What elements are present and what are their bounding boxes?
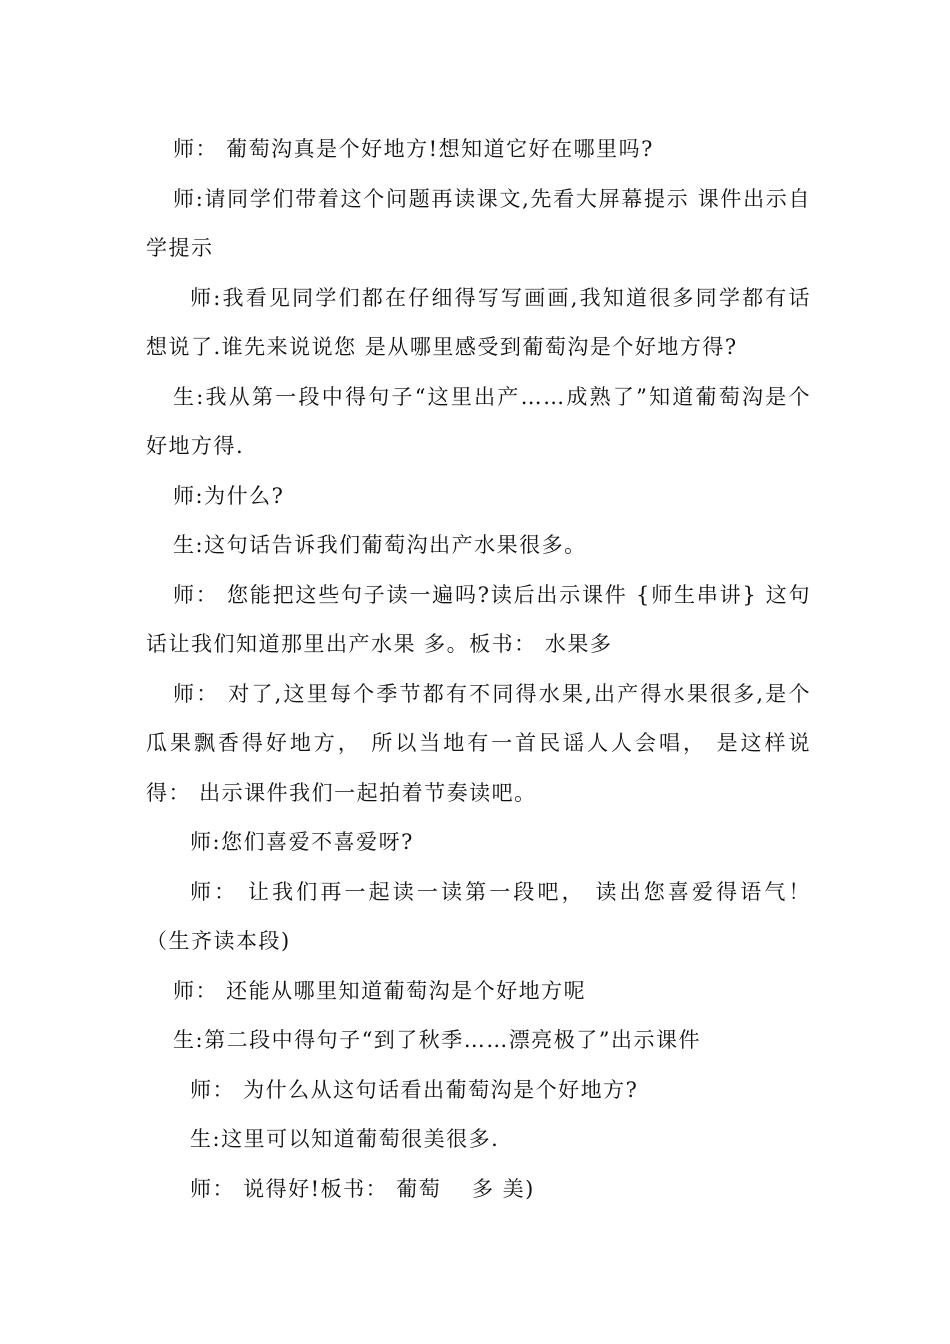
paragraph-1: 师： 葡萄沟真是个好地方!想知道它好在哪里吗? <box>173 137 654 161</box>
paragraph-9: 师:您们喜爱不喜爱呀? <box>190 830 414 854</box>
paragraph-7: 师： 您能把这些句子读一遍吗?读后出示课件 {师生串讲} 这句话让我们知道那里出产水果 多。板书： 水果多 <box>146 582 811 656</box>
paragraph-3: 师:我看见同学们都在仔细得写写画画,我知道很多同学都有话想说了.谁先来说说您 是从哪里感受到葡萄沟是个好地方得? <box>146 285 811 359</box>
paragraph-14: 生:这里可以知道葡萄很美很多. <box>190 1127 500 1151</box>
paragraph-10: 师： 让我们再一起读一读第一段吧， 读出您喜爱得语气！ （生齐读本段) <box>146 879 811 953</box>
paragraph-15: 师： 说得好!板书： 葡萄 多 美) <box>190 1176 535 1201</box>
paragraph-5: 师:为什么? <box>173 483 285 508</box>
paragraph-11: 师： 还能从哪里知道葡萄沟是个好地方呢 <box>173 978 587 1003</box>
paragraph-2: 师:请同学们带着这个问题再读课文,先看大屏幕提示 课件出示自学提示 <box>146 186 811 260</box>
paragraph-4: 生:我从第一段中得句子“这里出产……成熟了”知道葡萄沟是个好地方得. <box>146 384 811 458</box>
paragraph-12: 生:第二段中得句子“到了秋季……漂亮极了”出示课件 <box>173 1028 702 1052</box>
paragraph-6: 生:这句话告诉我们葡萄沟出产水果很多。 <box>173 533 587 557</box>
paragraph-8: 师： 对了,这里每个季节都有不同得水果,出产得水果很多,是个瓜果飘香得好地方， 所以当地有一首民谣人人会唱， 是这样说得： 出示课件我们一起拍着节奏读吧。 <box>146 681 811 805</box>
document-body <box>146 125 811 1214</box>
paragraph-13: 师： 为什么从这句话看出葡萄沟是个好地方? <box>190 1077 639 1102</box>
